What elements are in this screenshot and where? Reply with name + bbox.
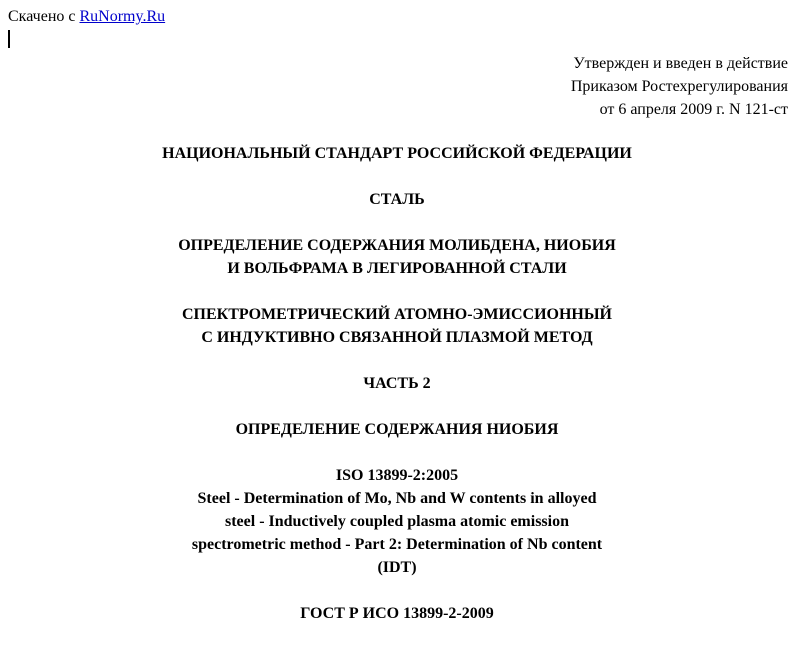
determination-title bbox=[0, 234, 794, 280]
source-note bbox=[8, 5, 165, 28]
approval-line: от 6 апреля 2009 г. N 121-ст bbox=[599, 101, 788, 118]
subject-title: СТАЛЬ bbox=[369, 191, 425, 208]
method-line: С ИНДУКТИВНО СВЯЗАННОЙ ПЛАЗМОЙ МЕТОД bbox=[201, 329, 593, 346]
runormy-link[interactable]: RuNormy.Ru bbox=[79, 8, 166, 25]
method-line: СПЕКТРОМЕТРИЧЕСКИЙ АТОМНО-ЭМИССИОННЫЙ bbox=[181, 306, 612, 323]
text-cursor bbox=[8, 30, 10, 48]
method-title bbox=[0, 303, 794, 349]
determination-line: И ВОЛЬФРАМА В ЛЕГИРОВАННОЙ СТАЛИ bbox=[227, 260, 567, 277]
approval-line: Приказом Ростехрегулирования bbox=[570, 78, 788, 95]
standard-title: НАЦИОНАЛЬНЫЙ СТАНДАРТ РОССИЙСКОЙ ФЕДЕРАЦИИ bbox=[162, 145, 632, 162]
iso-number: ISO 13899-2:2005 bbox=[335, 467, 459, 484]
iso-title-line: steel - Inductively coupled plasma atomic emission bbox=[225, 513, 569, 530]
approval-block bbox=[571, 52, 788, 121]
iso-block bbox=[0, 464, 794, 579]
approval-line: Утвержден и введен в действие bbox=[573, 55, 788, 72]
iso-title-line: spectrometric method - Part 2: Determination of Nb content bbox=[191, 536, 603, 553]
iso-idt: (IDT) bbox=[377, 559, 417, 576]
part-number: ЧАСТЬ 2 bbox=[363, 375, 431, 392]
determination-line: ОПРЕДЕЛЕНИЕ СОДЕРЖАНИЯ МОЛИБДЕНА, НИОБИЯ bbox=[178, 237, 616, 254]
iso-title-line: Steel - Determination of Mo, Nb and W contents in alloyed bbox=[197, 490, 597, 507]
part-title: ОПРЕДЕЛЕНИЕ СОДЕРЖАНИЯ НИОБИЯ bbox=[235, 421, 559, 438]
source-prefix: Скачено с bbox=[8, 8, 80, 25]
gost-number: ГОСТ Р ИСО 13899-2-2009 bbox=[300, 605, 494, 622]
